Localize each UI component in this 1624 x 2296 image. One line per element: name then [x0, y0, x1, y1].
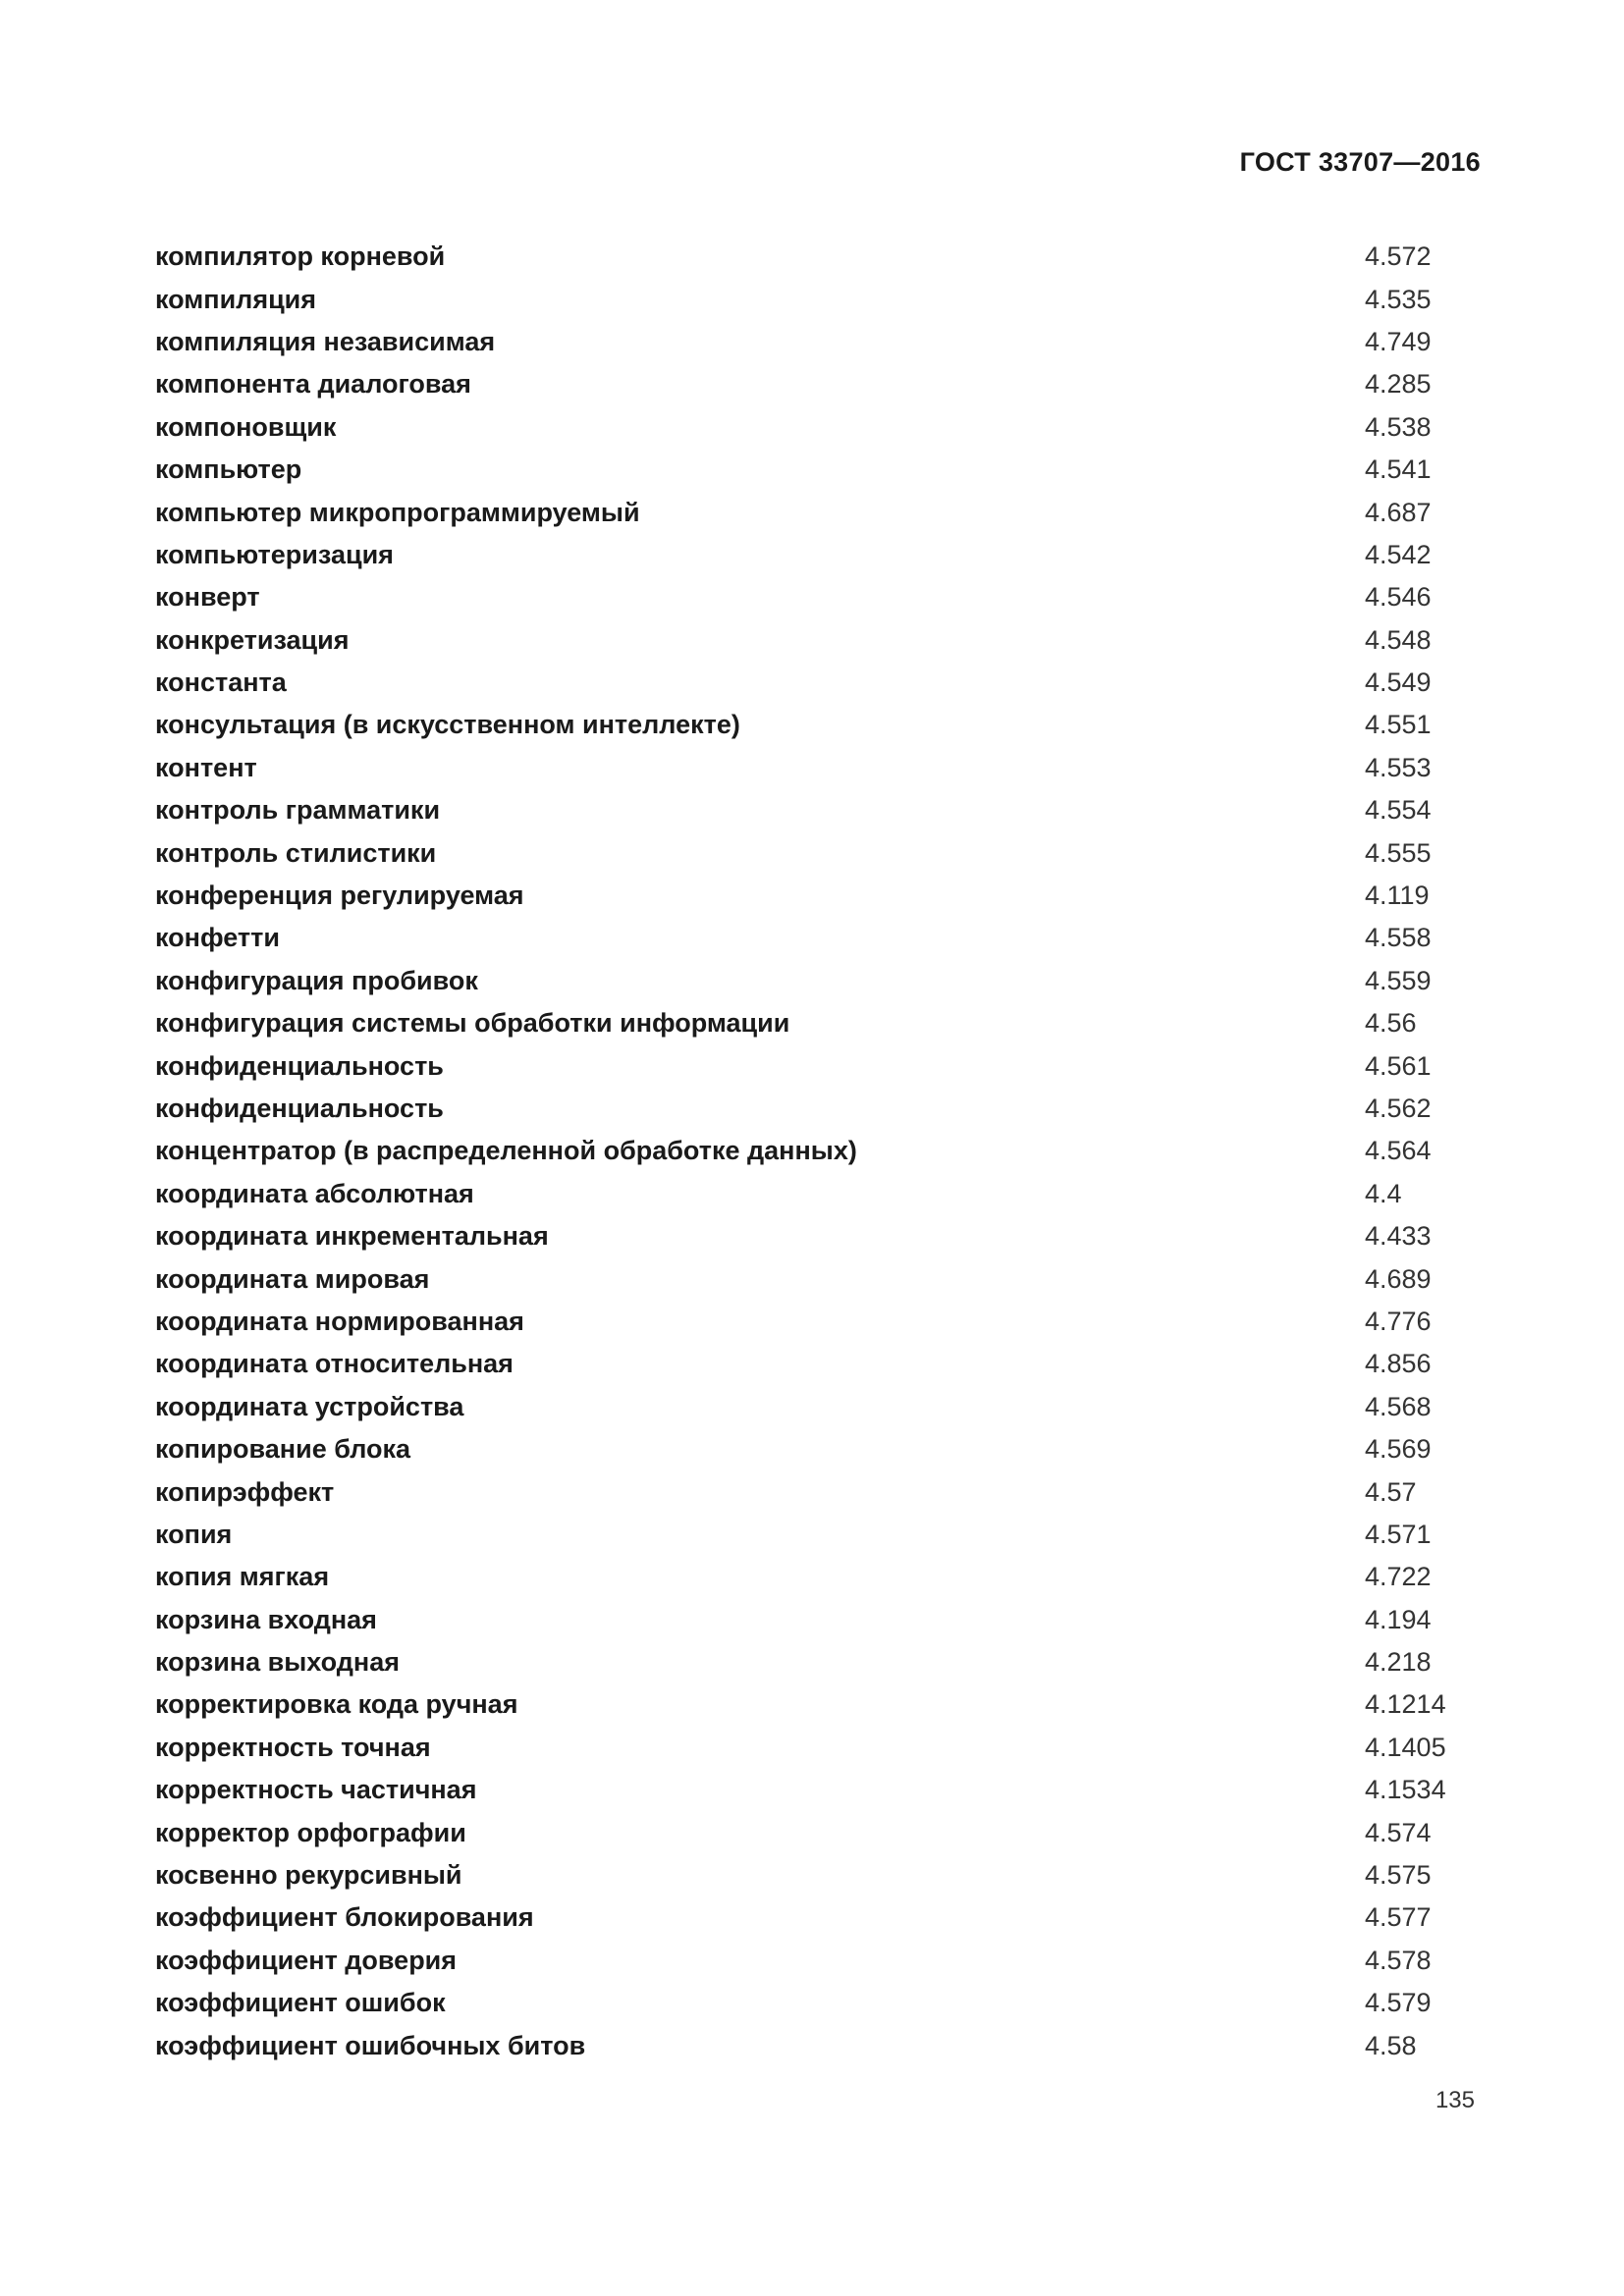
index-term: коэффициент доверия	[155, 1945, 458, 1975]
index-entry	[155, 1683, 1451, 1726]
index-entry	[155, 1514, 1451, 1556]
index-term: корзина выходная	[155, 1647, 400, 1678]
index-reference: 4.548	[1365, 624, 1432, 655]
index-reference: 4.722	[1365, 1562, 1432, 1592]
index-term: компьютеризация	[155, 539, 394, 569]
index-term: корректировка кода ручная	[155, 1689, 518, 1720]
index-term: коэффициент ошибочных битов	[155, 2030, 586, 2060]
index-reference: 4.577	[1365, 1902, 1432, 1933]
index-term: компилятор корневой	[155, 241, 446, 272]
index-entry	[155, 534, 1451, 576]
index-reference: 4.568	[1365, 1391, 1432, 1421]
index-reference: 4.569	[1365, 1434, 1432, 1465]
index-entry	[155, 1599, 1451, 1641]
index-reference: 4.546	[1365, 582, 1432, 613]
index-reference: 4.541	[1365, 454, 1432, 485]
index-entry	[155, 1982, 1451, 2024]
index-term: конфигурация пробивок	[155, 965, 478, 995]
index-reference: 4.555	[1365, 837, 1432, 868]
index-entry	[155, 1386, 1451, 1428]
index-reference: 4.561	[1365, 1050, 1432, 1081]
index-reference: 4.538	[1365, 411, 1432, 442]
index-entry	[155, 704, 1451, 746]
index-entry	[155, 2024, 1451, 2066]
index-reference: 4.549	[1365, 667, 1432, 698]
index-entry	[155, 1896, 1451, 1939]
document-header: ГОСТ 33707—2016	[1239, 147, 1481, 177]
index-reference: 4.1405	[1365, 1732, 1446, 1762]
index-entry	[155, 278, 1451, 320]
page-number: 135	[1435, 2087, 1475, 2113]
index-entry	[155, 1556, 1451, 1598]
index-term: компонента диалоговая	[155, 369, 471, 400]
index-term: конверт	[155, 582, 260, 613]
index-reference: 4.194	[1365, 1604, 1432, 1634]
index-entry	[155, 1173, 1451, 1215]
index-entry	[155, 449, 1451, 491]
index-entry	[155, 917, 1451, 959]
index-reference: 4.218	[1365, 1647, 1432, 1678]
index-term: копия мягкая	[155, 1562, 330, 1592]
index-reference: 4.572	[1365, 241, 1432, 272]
index-reference: 4.689	[1365, 1263, 1432, 1294]
index-reference: 4.553	[1365, 752, 1432, 782]
index-term: компьютер	[155, 454, 302, 485]
index-reference: 4.558	[1365, 923, 1432, 953]
index-term: координата устройства	[155, 1391, 464, 1421]
index-reference: 4.687	[1365, 497, 1432, 527]
index-entry	[155, 321, 1451, 363]
index-reference: 4.4	[1365, 1178, 1402, 1208]
index-reference: 4.562	[1365, 1094, 1432, 1123]
index-term: концентратор (в распределенной обработке данных)	[155, 1136, 857, 1166]
index-entry	[155, 1044, 1451, 1087]
index-term: компиляция независимая	[155, 326, 496, 356]
index-term: компоновщик	[155, 411, 337, 442]
index-entry	[155, 1301, 1451, 1343]
index-entry	[155, 1641, 1451, 1683]
index-reference: 4.433	[1365, 1221, 1432, 1252]
index-term: компиляция	[155, 284, 317, 314]
index-term: корзина входная	[155, 1604, 377, 1634]
index-term: конфиденциальность	[155, 1094, 444, 1123]
index-reference: 4.535	[1365, 284, 1432, 314]
index-term: координата абсолютная	[155, 1178, 474, 1208]
index-entry	[155, 1257, 1451, 1300]
index-entry	[155, 789, 1451, 831]
index-reference: 4.856	[1365, 1349, 1432, 1379]
index-reference: 4.1214	[1365, 1689, 1446, 1720]
index-entry	[155, 406, 1451, 449]
index-reference: 4.56	[1365, 1008, 1417, 1039]
index-entry	[155, 662, 1451, 704]
index-term: корректность точная	[155, 1732, 431, 1762]
index-term: контроль стилистики	[155, 837, 437, 868]
index-term: константа	[155, 667, 287, 698]
index-term: корректор орфографии	[155, 1817, 466, 1847]
index-entry	[155, 831, 1451, 874]
index-term: конфиденциальность	[155, 1050, 444, 1081]
index-reference: 4.1534	[1365, 1775, 1446, 1805]
index-entry	[155, 363, 1451, 405]
index-term: координата инкрементальная	[155, 1221, 549, 1252]
index-reference: 4.551	[1365, 710, 1432, 740]
index-entry	[155, 576, 1451, 618]
index-term: конфетти	[155, 923, 280, 953]
index-term: координата относительная	[155, 1349, 514, 1379]
index-reference: 4.749	[1365, 326, 1432, 356]
index-term: конфигурация системы обработки информации	[155, 1008, 790, 1039]
index-term: корректность частичная	[155, 1775, 477, 1805]
index-reference: 4.575	[1365, 1860, 1432, 1891]
index-entry	[155, 960, 1451, 1002]
index-term: консультация (в искусственном интеллекте)	[155, 710, 740, 740]
index-entry	[155, 1130, 1451, 1172]
index-reference: 4.571	[1365, 1519, 1432, 1549]
index-reference: 4.574	[1365, 1817, 1432, 1847]
index-term: косвенно рекурсивный	[155, 1860, 462, 1891]
index-term: копирэффект	[155, 1476, 335, 1507]
index-term: контент	[155, 752, 257, 782]
index-entry	[155, 1215, 1451, 1257]
index-term: коэффициент ошибок	[155, 1988, 446, 2018]
index-term: координата мировая	[155, 1263, 430, 1294]
index-term: копия	[155, 1519, 233, 1549]
index-reference: 4.579	[1365, 1988, 1432, 2018]
index-reference: 4.542	[1365, 539, 1432, 569]
index-term: координата нормированная	[155, 1306, 524, 1336]
index-term: коэффициент блокирования	[155, 1902, 534, 1933]
index-entry	[155, 1470, 1451, 1513]
index-reference: 4.776	[1365, 1306, 1432, 1336]
index-reference: 4.554	[1365, 795, 1432, 826]
index-term: копирование блока	[155, 1434, 411, 1465]
index-entry	[155, 1940, 1451, 1982]
index-reference: 4.564	[1365, 1136, 1432, 1166]
index-term: контроль грамматики	[155, 795, 441, 826]
index-entry	[155, 875, 1451, 917]
index-list	[155, 236, 1451, 2067]
index-entry	[155, 1428, 1451, 1470]
index-reference: 4.119	[1365, 881, 1430, 911]
index-entry	[155, 1727, 1451, 1769]
index-entry	[155, 1769, 1451, 1811]
index-entry	[155, 1811, 1451, 1853]
index-entry	[155, 619, 1451, 662]
index-term: компьютер микропрограммируемый	[155, 497, 640, 527]
index-entry	[155, 747, 1451, 789]
index-reference: 4.578	[1365, 1945, 1432, 1975]
index-term: конференция регулируемая	[155, 881, 524, 911]
index-entry	[155, 236, 1451, 278]
index-entry	[155, 1343, 1451, 1385]
index-reference: 4.58	[1365, 2030, 1417, 2060]
index-reference: 4.285	[1365, 369, 1432, 400]
index-entry	[155, 491, 1451, 533]
index-term: конкретизация	[155, 624, 350, 655]
index-reference: 4.559	[1365, 965, 1432, 995]
index-reference: 4.57	[1365, 1476, 1417, 1507]
index-entry	[155, 1854, 1451, 1896]
index-entry	[155, 1088, 1451, 1130]
index-entry	[155, 1002, 1451, 1044]
